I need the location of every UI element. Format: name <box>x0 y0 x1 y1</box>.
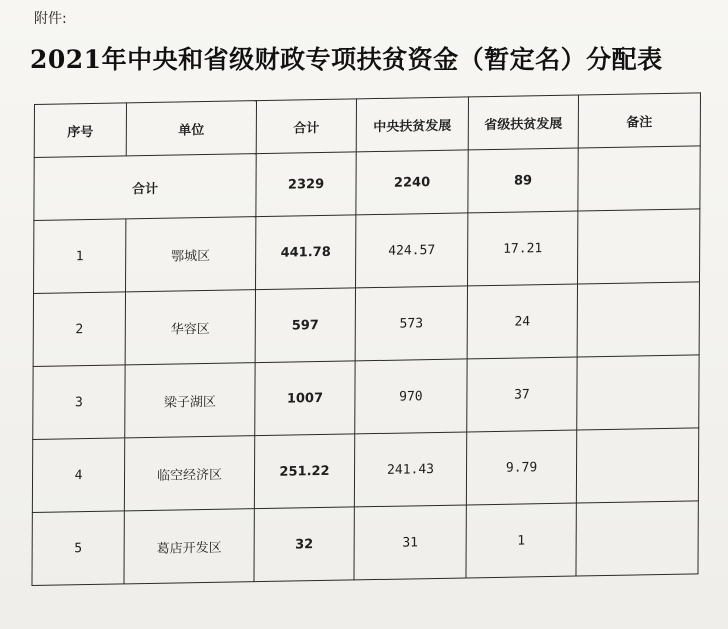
table-row <box>33 282 699 367</box>
row-note <box>577 355 699 430</box>
header-note: 备注 <box>578 93 700 148</box>
table-row <box>33 355 699 440</box>
allocation-table-wrapper <box>31 92 700 586</box>
header-total: 合计 <box>256 99 356 154</box>
total-label: 合计 <box>34 154 256 221</box>
total-note <box>578 146 700 211</box>
row-index: 3 <box>33 365 125 440</box>
header-central: 中央扶贫发展 <box>356 97 468 152</box>
table-row <box>32 428 698 513</box>
row-index: 2 <box>33 292 125 367</box>
attachment-label: 附件: <box>34 11 67 27</box>
row-provincial: 24 <box>467 284 577 359</box>
row-central: 241.43 <box>354 432 466 507</box>
header-index: 序号 <box>34 103 126 158</box>
row-total: 597 <box>255 288 355 363</box>
row-note <box>576 428 698 503</box>
row-total: 32 <box>254 507 354 582</box>
table-row <box>32 501 698 586</box>
document-title: 2021年中央和省级财政专项扶贫资金（暂定名）分配表 <box>30 45 663 74</box>
row-note <box>576 501 698 576</box>
row-unit: 鄂城区 <box>126 217 256 292</box>
row-note <box>577 282 699 357</box>
row-central: 31 <box>354 505 466 580</box>
row-central: 573 <box>355 286 467 361</box>
row-unit: 临空经济区 <box>124 436 254 511</box>
row-index: 1 <box>34 219 126 294</box>
header-unit: 单位 <box>126 101 256 156</box>
total-sum: 2329 <box>256 152 356 217</box>
row-index: 4 <box>32 438 124 513</box>
row-total: 1007 <box>255 361 355 436</box>
row-central: 424.57 <box>356 213 468 288</box>
row-unit: 华容区 <box>125 290 255 365</box>
header-provincial: 省级扶贫发展 <box>468 95 578 150</box>
table-row <box>34 209 700 294</box>
row-index: 5 <box>32 511 124 586</box>
total-row <box>34 146 700 221</box>
allocation-table <box>31 92 701 586</box>
row-provincial: 37 <box>467 357 577 432</box>
row-provincial: 1 <box>466 503 576 578</box>
row-total: 441.78 <box>256 215 356 290</box>
row-provincial: 9.79 <box>466 430 576 505</box>
total-central: 2240 <box>356 150 468 215</box>
row-provincial: 17.21 <box>468 211 578 286</box>
row-note <box>578 209 700 284</box>
row-unit: 葛店开发区 <box>124 509 254 584</box>
row-unit: 梁子湖区 <box>125 363 255 438</box>
row-central: 970 <box>355 359 467 434</box>
total-provincial: 89 <box>468 148 578 213</box>
row-total: 251.22 <box>254 434 354 509</box>
